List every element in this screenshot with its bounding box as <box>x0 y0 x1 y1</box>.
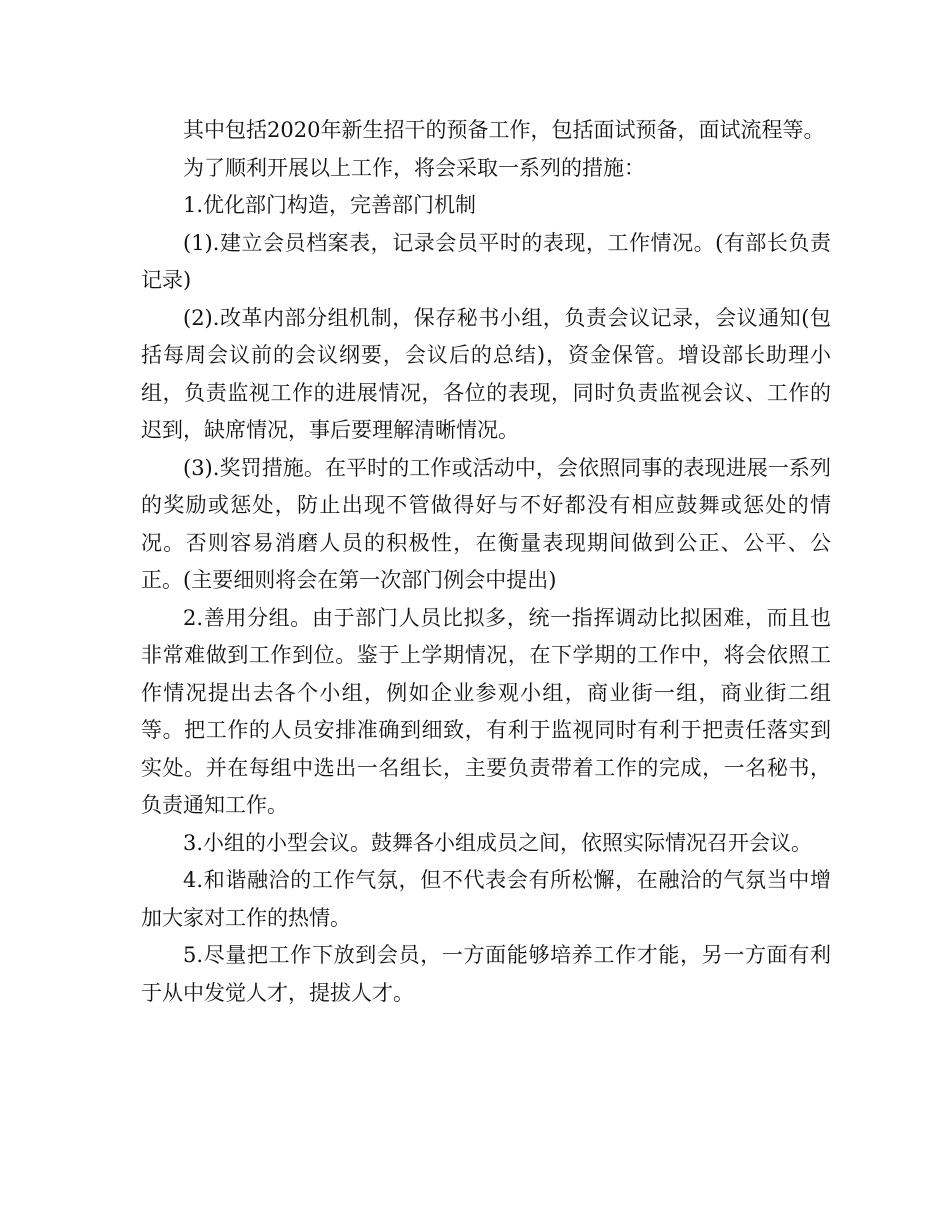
paragraph-recruitment-prep: 其中包括2020年新生招干的预备工作，包括面试预备，面试流程等。 <box>183 118 825 142</box>
paragraph-item-5: 5.尽量把工作下放到会员，一方面能够培养工作才能，另一方面有利于从中发觉人才，提拔人才。 <box>141 943 831 1005</box>
paragraph-item-2: 2.善用分组。由于部门人员比拟多，统一指挥调动比拟困难，而且也非常难做到工作到位。鉴于上学期情况，在下学期的工作中，将会依照工作情况提出去各个小组，例如企业参观小组，商业街一组，商业街二组等。把工作的人员安排准确到细致，有利于监视同时有利于把责任落实到实处。并在每组中选出一名组长，主要负责带着工作的完成，一名秘书，负责通知工作。 <box>141 605 831 817</box>
document-body <box>141 112 831 1012</box>
paragraph-item-4: 4.和谐融洽的工作气氛，但不代表会有所松懈，在融洽的气氛当中增加大家对工作的热情。 <box>141 868 831 930</box>
paragraph-item-1-sub-3: (3).奖罚措施。在平时的工作或活动中，会依照同事的表现进展一系列的奖励或惩处，防止出现不管做得好与不好都没有相应鼓舞或惩处的情况。否则容易消磨人员的积极性，在衡量表现期间做到公正、公平、公正。(主要细则将会在第一次部门例会中提出) <box>141 455 831 592</box>
paragraph-item-3: 3.小组的小型会议。鼓舞各小组成员之间，依照实际情况召开会议。 <box>183 830 813 855</box>
paragraph-item-1-sub-2: (2).改革内部分组机制，保存秘书小组，负责会议记录，会议通知(包括每周会议前的会议纲要，会议后的总结)，资金保管。增设部长助理小组，负责监视工作的进展情况，各位的表现，同时负责监视会议、工作的迟到，缺席情况，事后要理解清晰情况。 <box>141 305 831 442</box>
paragraph-measures-intro: 为了顺利开展以上工作，将会采取一系列的措施： <box>183 155 645 180</box>
paragraph-item-1-heading: 1.优化部门构造，完善部门机制 <box>183 193 477 217</box>
paragraph-item-1-sub-1: (1).建立会员档案表，记录会员平时的表现，工作情况。(有部长负责记录) <box>141 230 831 292</box>
